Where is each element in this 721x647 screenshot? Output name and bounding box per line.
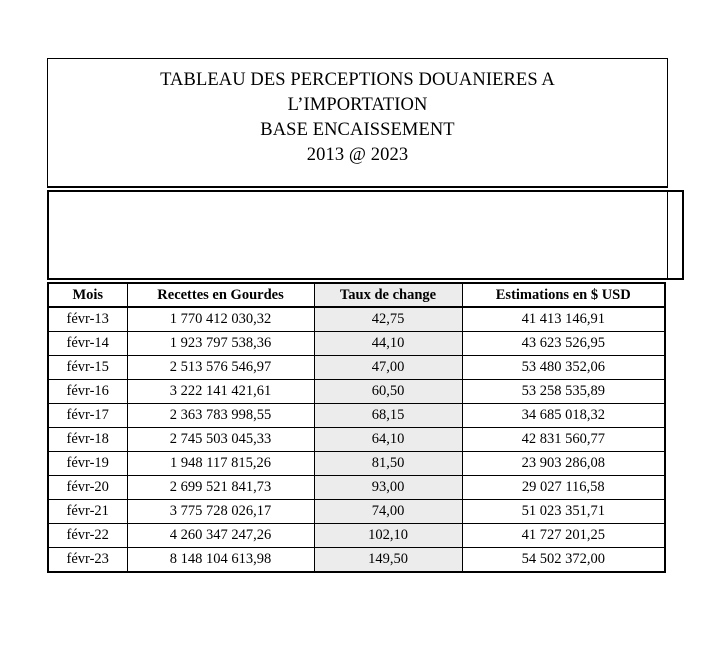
cell-estimations-usd: 53 258 535,89 bbox=[462, 380, 665, 404]
cell-mois: févr-23 bbox=[48, 548, 127, 573]
cell-estimations-usd: 34 685 018,32 bbox=[462, 404, 665, 428]
title-line-1: TABLEAU DES PERCEPTIONS DOUANIERES A bbox=[160, 70, 555, 90]
column-header-mois: Mois bbox=[48, 283, 127, 307]
cell-recettes-gourdes: 1 770 412 030,32 bbox=[127, 307, 314, 332]
cell-estimations-usd: 51 023 351,71 bbox=[462, 500, 665, 524]
table-body bbox=[48, 307, 665, 572]
cell-recettes-gourdes: 2 745 503 045,33 bbox=[127, 428, 314, 452]
notes-box-divider-rule bbox=[667, 190, 668, 280]
cell-mois: févr-16 bbox=[48, 380, 127, 404]
cell-taux-de-change: 149,50 bbox=[314, 548, 462, 573]
cell-mois: févr-22 bbox=[48, 524, 127, 548]
customs-perceptions-table bbox=[47, 282, 666, 573]
table-row bbox=[48, 404, 665, 428]
cell-taux-de-change: 47,00 bbox=[314, 356, 462, 380]
cell-recettes-gourdes: 1 948 117 815,26 bbox=[127, 452, 314, 476]
cell-mois: févr-14 bbox=[48, 332, 127, 356]
cell-recettes-gourdes: 2 699 521 841,73 bbox=[127, 476, 314, 500]
table-row bbox=[48, 548, 665, 573]
title-line-4: 2013 @ 2023 bbox=[306, 145, 409, 165]
cell-taux-de-change: 102,10 bbox=[314, 524, 462, 548]
table-row bbox=[48, 332, 665, 356]
column-header-taux: Taux de change bbox=[314, 283, 462, 307]
cell-estimations-usd: 53 480 352,06 bbox=[462, 356, 665, 380]
cell-estimations-usd: 41 727 201,25 bbox=[462, 524, 665, 548]
cell-recettes-gourdes: 8 148 104 613,98 bbox=[127, 548, 314, 573]
cell-recettes-gourdes: 2 363 783 998,55 bbox=[127, 404, 314, 428]
title-line-3: BASE ENCAISSEMENT bbox=[260, 120, 455, 140]
table-row bbox=[48, 307, 665, 332]
cell-taux-de-change: 60,50 bbox=[314, 380, 462, 404]
table-header bbox=[48, 283, 665, 307]
cell-taux-de-change: 64,10 bbox=[314, 428, 462, 452]
cell-mois: févr-17 bbox=[48, 404, 127, 428]
cell-recettes-gourdes: 1 923 797 538,36 bbox=[127, 332, 314, 356]
title-box bbox=[47, 58, 668, 188]
cell-mois: févr-21 bbox=[48, 500, 127, 524]
cell-mois: févr-15 bbox=[48, 356, 127, 380]
cell-recettes-gourdes: 3 775 728 026,17 bbox=[127, 500, 314, 524]
cell-estimations-usd: 54 502 372,00 bbox=[462, 548, 665, 573]
cell-estimations-usd: 29 027 116,58 bbox=[462, 476, 665, 500]
table-row bbox=[48, 356, 665, 380]
title-line-2: L’IMPORTATION bbox=[287, 95, 428, 115]
cell-estimations-usd: 23 903 286,08 bbox=[462, 452, 665, 476]
table-row bbox=[48, 452, 665, 476]
table-row bbox=[48, 428, 665, 452]
cell-recettes-gourdes: 4 260 347 247,26 bbox=[127, 524, 314, 548]
cell-estimations-usd: 42 831 560,77 bbox=[462, 428, 665, 452]
cell-mois: févr-19 bbox=[48, 452, 127, 476]
table-row bbox=[48, 524, 665, 548]
cell-mois: févr-20 bbox=[48, 476, 127, 500]
notes-box bbox=[47, 190, 684, 280]
cell-taux-de-change: 74,00 bbox=[314, 500, 462, 524]
cell-mois: févr-18 bbox=[48, 428, 127, 452]
cell-taux-de-change: 68,15 bbox=[314, 404, 462, 428]
cell-mois: févr-13 bbox=[48, 307, 127, 332]
table-row bbox=[48, 380, 665, 404]
cell-recettes-gourdes: 3 222 141 421,61 bbox=[127, 380, 314, 404]
cell-taux-de-change: 44,10 bbox=[314, 332, 462, 356]
cell-taux-de-change: 42,75 bbox=[314, 307, 462, 332]
cell-taux-de-change: 81,50 bbox=[314, 452, 462, 476]
table-row bbox=[48, 476, 665, 500]
cell-recettes-gourdes: 2 513 576 546,97 bbox=[127, 356, 314, 380]
column-header-recettes: Recettes en Gourdes bbox=[127, 283, 314, 307]
column-header-usd: Estimations en $ USD bbox=[462, 283, 665, 307]
cell-estimations-usd: 41 413 146,91 bbox=[462, 307, 665, 332]
table-header-row bbox=[48, 283, 665, 307]
table-row bbox=[48, 500, 665, 524]
cell-taux-de-change: 93,00 bbox=[314, 476, 462, 500]
cell-estimations-usd: 43 623 526,95 bbox=[462, 332, 665, 356]
